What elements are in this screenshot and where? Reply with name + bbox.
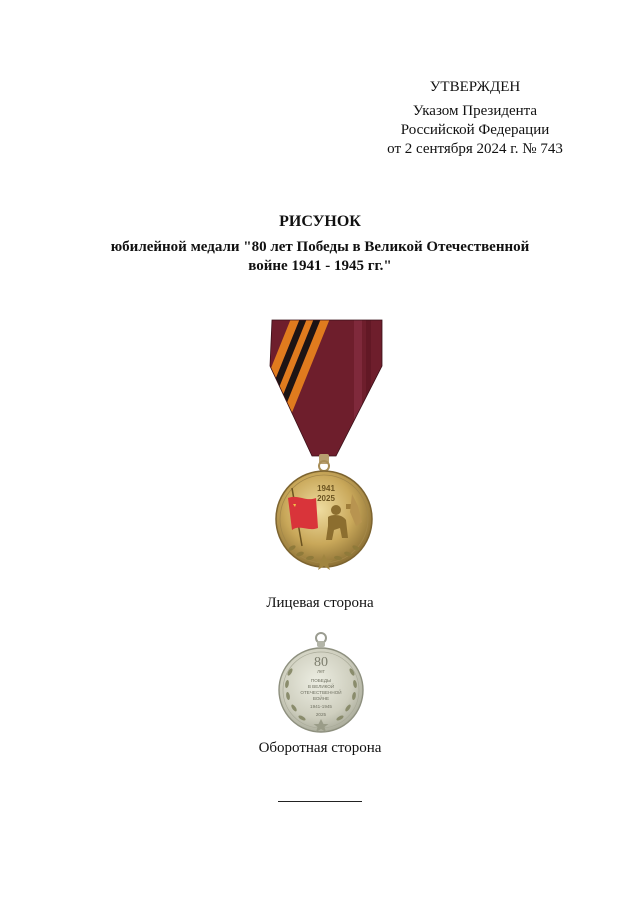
reverse-caption: Оборотная сторона: [258, 740, 382, 756]
obverse-medal-figure: [258, 316, 388, 578]
ribbon-icon: [231, 316, 388, 466]
approval-stamp: [360, 78, 590, 159]
subtitle-line-1: юбилейной медали "80 лет Победы в Великой Отечественной: [110, 239, 530, 255]
obverse-caption: Лицевая сторона: [266, 595, 374, 611]
subtitle-line-2: войне 1941 - 1945 гг.": [248, 258, 392, 274]
end-rule: [278, 801, 362, 802]
reverse-word: лет: [317, 669, 325, 675]
approval-line-3: от 2 сентября 2024 г. № 743: [387, 141, 563, 157]
reverse-text-2: В ВЕЛИКОЙ: [307, 684, 335, 689]
obverse-year-bottom: 2025: [317, 494, 335, 503]
reverse-text-3: ОТЕЧЕСТВЕННОЙ: [300, 690, 342, 695]
reverse-number: 80: [314, 655, 328, 670]
flag-cloth: [288, 497, 318, 530]
reverse-text-4: ВОЙНЕ: [312, 696, 330, 701]
document-title: РИСУНОК: [279, 213, 361, 230]
obverse-year-top: 1941: [317, 484, 335, 493]
reverse-years: 1941-1945: [310, 704, 332, 709]
approval-line-1: Указом Президента: [412, 103, 538, 119]
approval-heading: УТВЕРЖДЕН: [429, 79, 521, 95]
reverse-text-1: ПОБЕДЫ: [310, 678, 332, 683]
reverse-year: 2025: [315, 712, 327, 717]
document-subtitle: [40, 238, 600, 276]
reverse-medal-figure: [276, 632, 366, 732]
approval-line-2: Российской Федерации: [400, 122, 550, 138]
